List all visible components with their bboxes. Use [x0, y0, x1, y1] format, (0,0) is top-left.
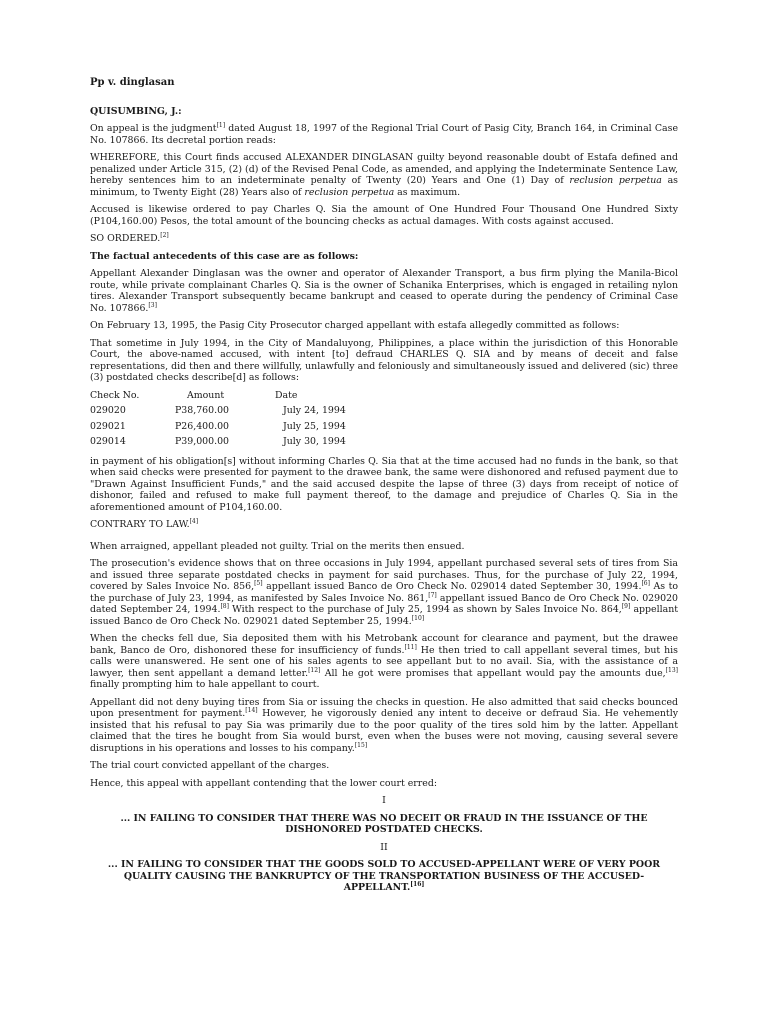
text: Appellant did not deny buying tires from Sia or issuing the checks in question. He also admitted that said checks bounced upon presentment for payment.: [90, 696, 678, 719]
paragraph-appeal-errors: Hence, this appeal with appellant contending that the lower court erred:: [90, 777, 437, 789]
footnote-ref[interactable]: [4]: [189, 517, 199, 525]
text: The prosecution's evidence shows that on three occasions in July 1994, appellant purchased several sets of tires from Sia and issued three separate postdated checks in payment for said purchases. Thus, for the purchase of July 22, 1994, covered by Sales Invoice No. 856,: [90, 558, 678, 592]
paragraph-conviction: The trial court convicted appellant of the charges.: [90, 760, 330, 771]
document-title: Pp v. dinglasan: [90, 77, 175, 88]
paragraph-information: That sometime in July 1994, in the City of Mandaluyong, Philippines, a place within the jurisdiction of this Honorable Court, the above-named accused, with intent [to] defraud CHARLES Q. SIA and by means of deceit and false representations, did then and there willfully, unlawfully and feloniously and simultaneously issued and delivered (sic) three (3) postdated checks describe[d] as follows:: [90, 337, 678, 383]
column-header: Amount: [187, 389, 225, 401]
text: dated August 18, 1997 of the Regional Trial Court of Pasig City, Branch 164, in Criminal Case No. 107866. Its decretal portion reads:: [90, 123, 678, 146]
document-page: [90, 77, 678, 900]
text: ... IN FAILING TO CONSIDER THAT THE GOODS SOLD TO ACCUSED-APPELLANT WERE OF VERY POOR QUALITY CAUSING THE BANKRUPTCY OF THE TRANSPORTATION BUSINESS OF THE ACCUSED-APPELLANT.: [107, 859, 661, 893]
text: finally prompting him to hale appellant to court.: [90, 679, 320, 690]
text: appellant issued Banco de Oro Check No. 029021 dated September 25, 1994.: [90, 604, 679, 627]
paragraph-parties: [90, 268, 678, 314]
check-date: July 30, 1994: [283, 436, 346, 447]
text: as minimum, to Twenty Eight (28) Years also of: [90, 175, 678, 198]
footnote-ref[interactable]: [2]: [160, 231, 169, 239]
text: as maximum.: [394, 186, 461, 198]
paragraph-charge: On February 13, 1995, the Pasig City Prosecutor charged appellant with estafa allegedly committed as follows:: [90, 320, 620, 331]
check-number: 029014: [90, 436, 126, 447]
text: Appellant Alexander Dinglasan was the owner and operator of Alexander Transport, a bus firm plying the Manila-Bicol route, while private complainant Charles Q. Sia is the owner of Schanika Enterprises, which is engaged in retailing nylon tires. Alexander Transport subsequently became bankrupt and ceased to operate during the pendency of Criminal Case No. 107866.: [90, 268, 678, 314]
footnote-ref[interactable]: [6]: [641, 579, 650, 587]
error-numeral: II: [380, 841, 388, 853]
footnote-ref[interactable]: [5]: [254, 579, 263, 587]
section-heading: The factual antecedents of this case are as follows:: [90, 250, 359, 262]
check-date: July 24, 1994: [283, 405, 346, 416]
text: SO ORDERED.: [90, 233, 161, 244]
paragraph-payment: in payment of his obligation[s] without informing Charles Q. Sia that at the time accused had no funds in the bank, so that when said checks were presented for payment to the drawee bank, the same were dishonored and refused payment due to "Drawn Against Insufficient Funds," and the said accused despite the lapse of three (3) days from receipt of notice of dishonor, failed and refused to make full payment thereof, to the damage and prejudice of Charles Q. Sia in the aforementioned amount of P104,160.00.: [90, 455, 678, 513]
table-row: [90, 436, 678, 452]
column-header: Date: [275, 389, 298, 401]
check-amount: P39,000.00: [175, 436, 230, 447]
ponente-name: QUISUMBING, J.:: [90, 105, 182, 117]
column-header: Check No.: [90, 389, 140, 401]
footnote-ref[interactable]: [11]: [404, 643, 417, 651]
footnote-ref[interactable]: [1]: [216, 121, 226, 129]
paragraph-damages: Accused is likewise ordered to pay Charles Q. Sia the amount of One Hundred Four Thousand One Hundred Sixty (P104,160.00) Pesos, the total amount of the bouncing checks as actual damages. With costs against accused.: [90, 204, 678, 227]
table-row: [90, 421, 678, 437]
text: appellant issued Banco de Oro Check No. 029014 dated September 30, 1994.: [262, 581, 642, 592]
footnote-ref[interactable]: [8]: [220, 602, 229, 610]
error-numeral: I: [382, 795, 386, 806]
text: On appeal is the judgment: [90, 123, 217, 134]
footnote-ref[interactable]: [16]: [410, 880, 425, 888]
paragraph-wherefore: [90, 152, 678, 198]
paragraph-prosecution-evidence: [90, 558, 678, 627]
footnote-ref[interactable]: [9]: [621, 602, 631, 610]
text: With respect to the purchase of July 25, 1994 as shown by Sales Invoice No. 864,: [228, 604, 622, 615]
footnote-ref[interactable]: [15]: [354, 741, 368, 749]
check-number: 029021: [90, 420, 126, 432]
paragraph-appeal: [90, 123, 678, 146]
paragraph-arraignment: When arraigned, appellant pleaded not guilty. Trial on the merits then ensued.: [90, 540, 465, 552]
text: When the checks fell due, Sia deposited them with his Metrobank account for clearance and payment, but the drawee bank, Banco de Oro, dishonored these for insufficiency of funds.: [90, 633, 678, 656]
checks-table: [90, 390, 678, 452]
paragraph-dishonor: [90, 633, 678, 691]
check-number: 029020: [90, 405, 126, 416]
footnote-ref[interactable]: [13]: [665, 666, 678, 674]
text: All he got were promises that appellant would pay the amounts due,: [320, 667, 666, 679]
paragraph-contrary: [90, 519, 678, 531]
table-row: [90, 405, 678, 421]
text: He then tried to call appellant several times, but his calls were unanswered. He sent one of his sales agents to see appellant but to no avail. Sia, with the assistance of a lawyer, then sent appellant a demand letter.: [90, 644, 678, 679]
footnote-ref[interactable]: [7]: [428, 591, 437, 599]
check-amount: P38,760.00: [175, 405, 230, 416]
text: However, he vigorously denied any intent to deceive or defraud Sia. He vehemently insisted that his refusal to pay Sia was primarily due to the poor quality of the tires sold him by the latter. Appellant claimed that the tires he bought from Sia would burst, even when the buses were not moving, causing several severe disruptions in his operations and losses to his company.: [90, 708, 678, 754]
checks-header-row: [90, 390, 678, 406]
text: appellant issued Banco de Oro Check No. 029020 dated September 24, 1994.: [90, 592, 678, 615]
footnote-ref[interactable]: [14]: [245, 706, 258, 714]
italic-term: reclusion perpetua: [304, 186, 395, 198]
check-amount: P26,400.00: [175, 420, 230, 432]
text: CONTRARY TO LAW.: [90, 519, 190, 530]
assigned-error: [90, 859, 678, 894]
text: WHEREFORE, this Court finds accused ALEXANDER DINGLASAN guilty beyond reasonable doubt of Estafa defined and penalized under Article 315, (2) (d) of the Revised Penal Code, as amended, and applying the Indeterminate Sentence Law, hereby sentences him to an indeterminate penalty of Twenty (20) Years and One (1) Day of: [90, 152, 678, 186]
paragraph-defense: [90, 697, 678, 755]
check-date: July 25, 1994: [283, 420, 346, 432]
italic-term: reclusion perpetua: [569, 175, 662, 186]
footnote-ref[interactable]: [12]: [308, 666, 321, 674]
paragraph-so-ordered: [90, 233, 678, 245]
footnote-ref[interactable]: [3]: [148, 301, 157, 309]
footnote-ref[interactable]: [10]: [411, 614, 425, 622]
assigned-error: ... IN FAILING TO CONSIDER THAT THERE WAS NO DECEIT OR FRAUD IN THE ISSUANCE OF THE DISHONORED POSTDATED CHECKS.: [120, 812, 648, 835]
text: As to the purchase of July 23, 1994, as manifested by Sales Invoice No. 861,: [90, 581, 679, 604]
